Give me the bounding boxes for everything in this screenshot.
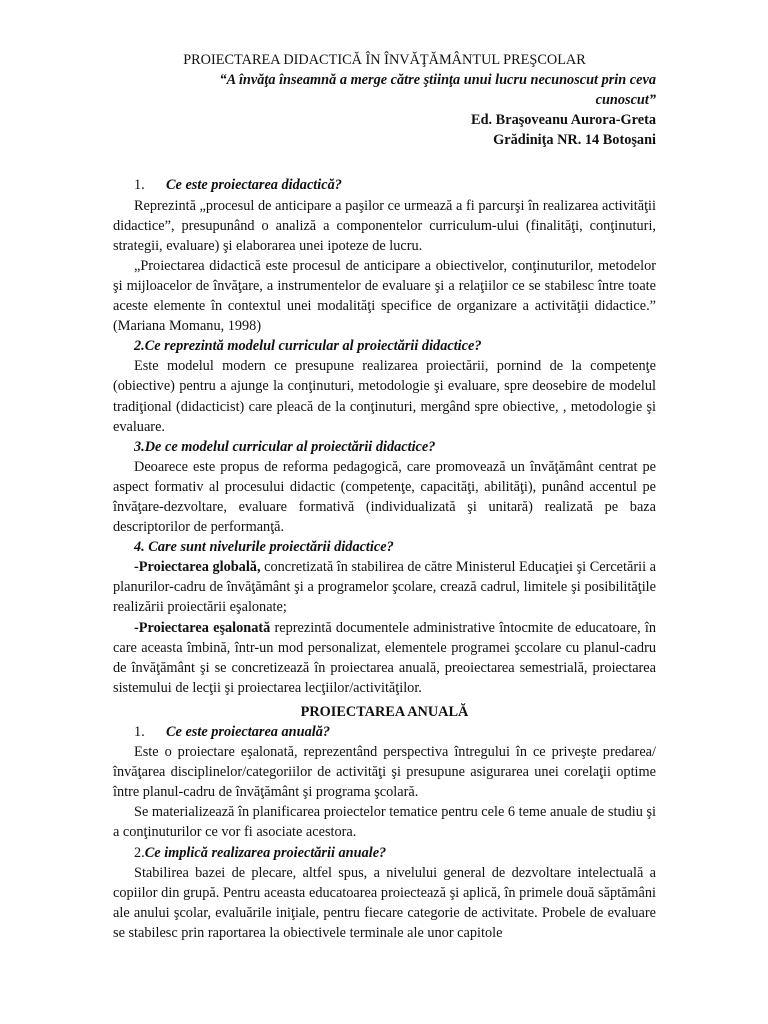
section-4-paragraph-1 [113,557,656,617]
annual-question-1-text: Ce este proiectarea anuală? [166,724,331,740]
section-1-paragraph-2: „Proiectarea didactică este procesul de anticipare a obiectivelor, conţinuturilor, metodelor şi mijloacelor de învăţare, a instrumentelor de evaluare şi a relaţiilor ce se stabilesc între toate aceste elemente în contextul unei modalităţi specifice de organizare a activităţii didactice.” (Mariana Momanu, 1998) [113,257,656,335]
annual-question-1-number: 1. [134,724,145,740]
annual-question-1 [113,722,656,742]
author-name: Ed. Braşoveanu Aurora-Greta [471,112,656,129]
annual-paragraph-2: Se materializează în planificarea proiectelor tematice pentru cele 6 teme anuale de studiu şi a conţinuturilor ce vor fi asociate acestora. [113,804,656,841]
global-design-term: -Proiectarea globală, [134,559,261,576]
annual-paragraph-3: Stabilirea bazei de plecare, altfel spus, a nivelului general de dezvoltare intelectuală a copiilor din grupă. Pentru aceasta educatoarea proiectează şi aplică, în primele două săptămâni ale anului şcolar, evaluările iniţiale, pentru fiecare categorie de activitate. Probele de evaluare se stabilesc prin raportarea la obiectivele terminale ale unor capitole [113,864,656,941]
spacer [113,150,656,175]
annual-section-title: PROIECTAREA ANUALĂ [300,703,469,720]
section-3-paragraph: Deoarece este propus de reforma pedagogică, care promovează un învăţământ centrat pe aspect formativ al procesului didactic (competenţe, capacităţi, abilităţi), punând accentul pe învăţare-dezvoltare, evaluare formativă (individualizată şi unitară) realizată pe baza descriptorilor de performanţă. [113,458,656,536]
section-4-paragraph-2 [113,618,656,698]
document-page [113,50,656,943]
global-design-text: concretizată în stabilirea de către Ministerul Educaţiei şi Cercetării a planurilor-cadru de învăţământ şi a programelor şcolare, crează cadrul, limitele şi posibilităţile realizării proiectării eşalonate; [113,559,656,616]
section-1-number: 1. [134,177,145,194]
section-2-paragraph: Este modelul modern ce presupune realizarea proiectării, pornind de la competenţe (obiective) pentru a ajunge la conţinuturi, metodologie şi evaluare, spre deosebire de modelul tradiţional (didacticist) care pleacă de la conţinuturi, mergând spre obiective, , metodologie şi evaluare. [113,358,656,435]
staged-design-text: reprezintă documentele administrative întocmite de educatoare, în care aceasta îmbină, într-un mod personalizat, elementele programei şccolare cu planul-cadru de învăţământ şi se concretizează în proiectarea anuală, preoiectarea semestrială, proiectarea sistemului de lecţii şi proiectarea lecţiilor/activităţilor. [113,619,656,696]
section-3-heading: 3.De ce modelul curricular al proiectării didactice? [134,438,436,455]
annual-paragraph-1: Este o proiectare eşalonată, reprezentând perspectiva întregului în ce priveşte predarea/învăţarea disciplinelor/categoriilor de activităţi şi presupune asigurarea unei corelaţii optime între planul-cadru de învăţământ şi programa şcolară. [113,744,656,801]
section-2-heading: 2.Ce reprezintă modelul curricular al proiectării didactice? [134,338,482,355]
annual-question-2-text: Ce implică realizarea proiectării anuale? [144,844,387,861]
section-4-heading: 4. Care sunt nivelurile proiectării didactice? [134,539,394,556]
annual-question-2-number: 2. [134,844,145,861]
section-1-heading-text: Ce este proiectarea didactică? [166,177,342,194]
document-title: PROIECTAREA DIDACTICĂ ÎN ÎNVĂŢĂMÂNTUL PREŞCOLAR [183,52,586,68]
motto-line-2: cunoscut” [595,92,656,109]
motto-line-1: “A învăţa înseamnă a merge către ştiinţa unui lucru necunoscut prin ceva [219,72,656,89]
section-1-heading [113,175,656,195]
school-name: Grădiniţa NR. 14 Botoşani [493,132,656,149]
section-1-paragraph-1: Reprezintă „procesul de anticipare a paşilor ce urmează a fi parcurşi în realizarea activităţii didactice”, presupunând o analiză a componentelor curriculum-ului (finalităţi, conţinuturi, strategii, evaluare) şi elaborarea unei ipoteze de lucru. [113,197,656,254]
annual-question-2 [113,843,656,863]
staged-design-term: -Proiectarea eşalonată [134,619,271,636]
